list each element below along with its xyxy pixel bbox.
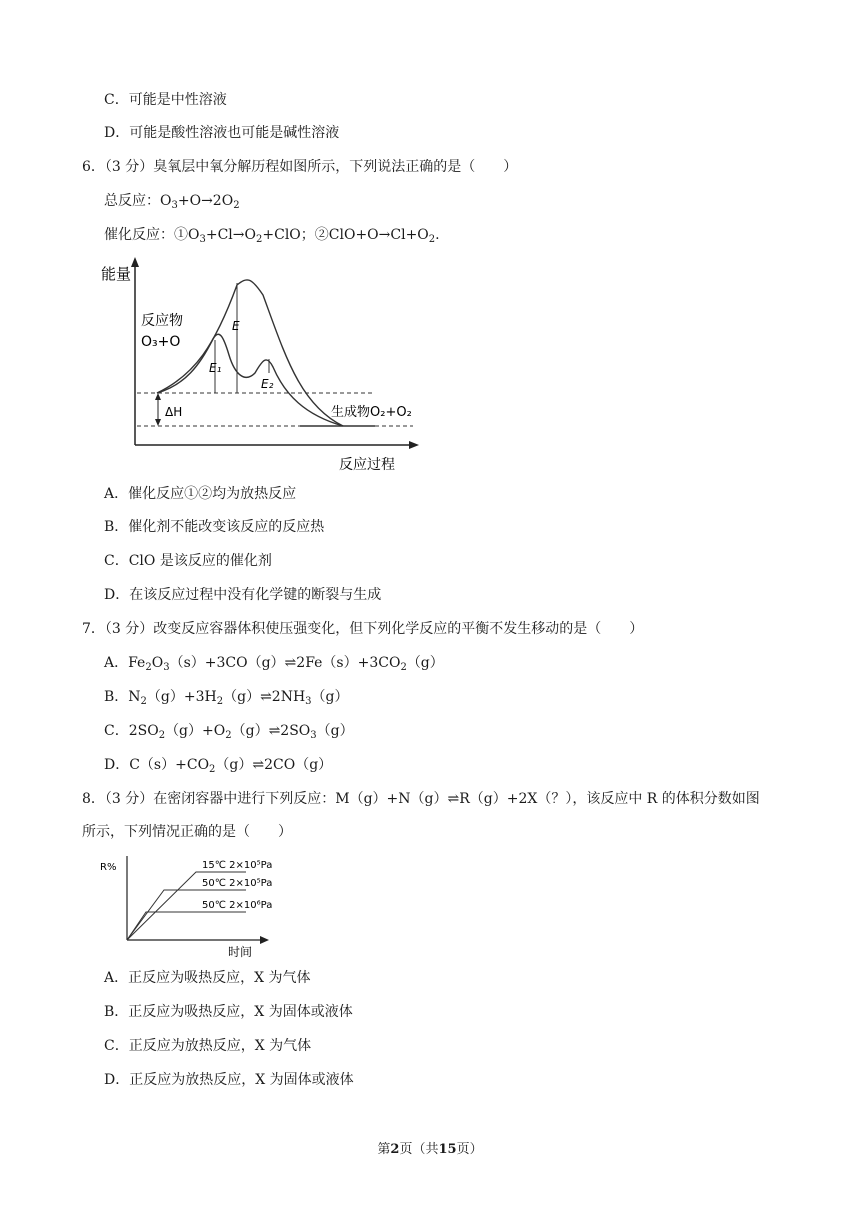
curve-label-50c-2e6: 50℃ 2×10⁶Pa (202, 900, 273, 911)
q8-option-a: A．正反应为吸热反应，X 为气体 (104, 970, 311, 986)
q7-option-d: D．$C(s)+CO_2(g)\rightleftharpoons 2CO(g)$ (104, 757, 333, 775)
q7-option-c: C．$2SO_2(g)+O_2(g)\rightleftharpoons 2SO_3(g)$ (104, 723, 354, 741)
q5-option-c: C．可能是中性溶液 (104, 92, 227, 108)
q6-stem: 6．（3 分）臭氧层中氧分解历程如图所示，下列说法正确的是（ ） (82, 159, 518, 175)
products-label: 生成物O₂+O₂ (331, 405, 412, 420)
energy-diagram (95, 255, 435, 475)
q8-option-b: B．正反应为吸热反应，X 为固体或液体 (104, 1004, 353, 1020)
reactants-label: 反应物 (141, 313, 183, 329)
q7-stem: 7．（3 分）改变反应容器体积使压强变化，但下列化学反应的平衡不发生移动的是（ ） (82, 621, 644, 637)
q6-option-c: C．ClO 是该反应的催化剂 (104, 553, 272, 569)
q8-option-c: C．正反应为放热反应，X 为气体 (104, 1038, 312, 1054)
q7-option-a: A．$Fe_2O_3(s)+3CO(g)\rightleftharpoons 2Fe(s)+3CO_2(g)$ (104, 655, 444, 673)
r-percent-diagram (98, 848, 283, 962)
energy-axis-label: 能量 (101, 265, 132, 283)
r-percent-axis-label: R% (100, 862, 117, 873)
page-total: 15 (438, 1142, 457, 1157)
curve-label-15c-2e5: 15℃ 2×10⁵Pa (202, 860, 273, 871)
q6-option-a: A．催化反应①②均为放热反应 (104, 486, 297, 502)
q6-catalytic-reactions: 催化反应：$①O_3+Cl\to O_2+ClO$；$②ClO+O\to Cl+O_2$. (104, 227, 440, 245)
e2-label: E₂ (261, 377, 274, 391)
q8-option-d: D．正反应为放热反应，X 为固体或液体 (104, 1072, 354, 1088)
q6-option-b: B．催化剂不能改变该反应的反应热 (104, 519, 325, 535)
reactants-formula: O₃+O (141, 334, 181, 350)
q8-stem-line1: 8．（3 分）在密闭容器中进行下列反应：M（g）+N（g）⇌R（g）+2X（？），该反应中 R 的体积分数如图 (82, 791, 760, 807)
page-number: 2 (390, 1142, 400, 1157)
page-footer: 第2页（共15页） (377, 1142, 483, 1157)
e-label: E (232, 319, 240, 333)
process-axis-label: 反应过程 (339, 457, 395, 473)
q6-option-d: D．在该反应过程中没有化学键的断裂与生成 (104, 587, 382, 603)
delta-h-label: ΔH (165, 405, 183, 419)
time-axis-label: 时间 (228, 945, 253, 959)
q7-option-b: B．$N_2(g)+3H_2(g)\rightleftharpoons 2NH_3(g)$ (104, 689, 349, 707)
q6-total-reaction: 总反应：$O_3+O\to 2O_2$ (104, 193, 240, 211)
e1-label: E₁ (209, 361, 222, 375)
q5-option-d: D．可能是酸性溶液也可能是碱性溶液 (104, 125, 340, 141)
curve-label-50c-2e5: 50℃ 2×10⁵Pa (202, 878, 273, 889)
q8-stem-line2: 所示，下列情况正确的是（ ） (82, 824, 292, 840)
